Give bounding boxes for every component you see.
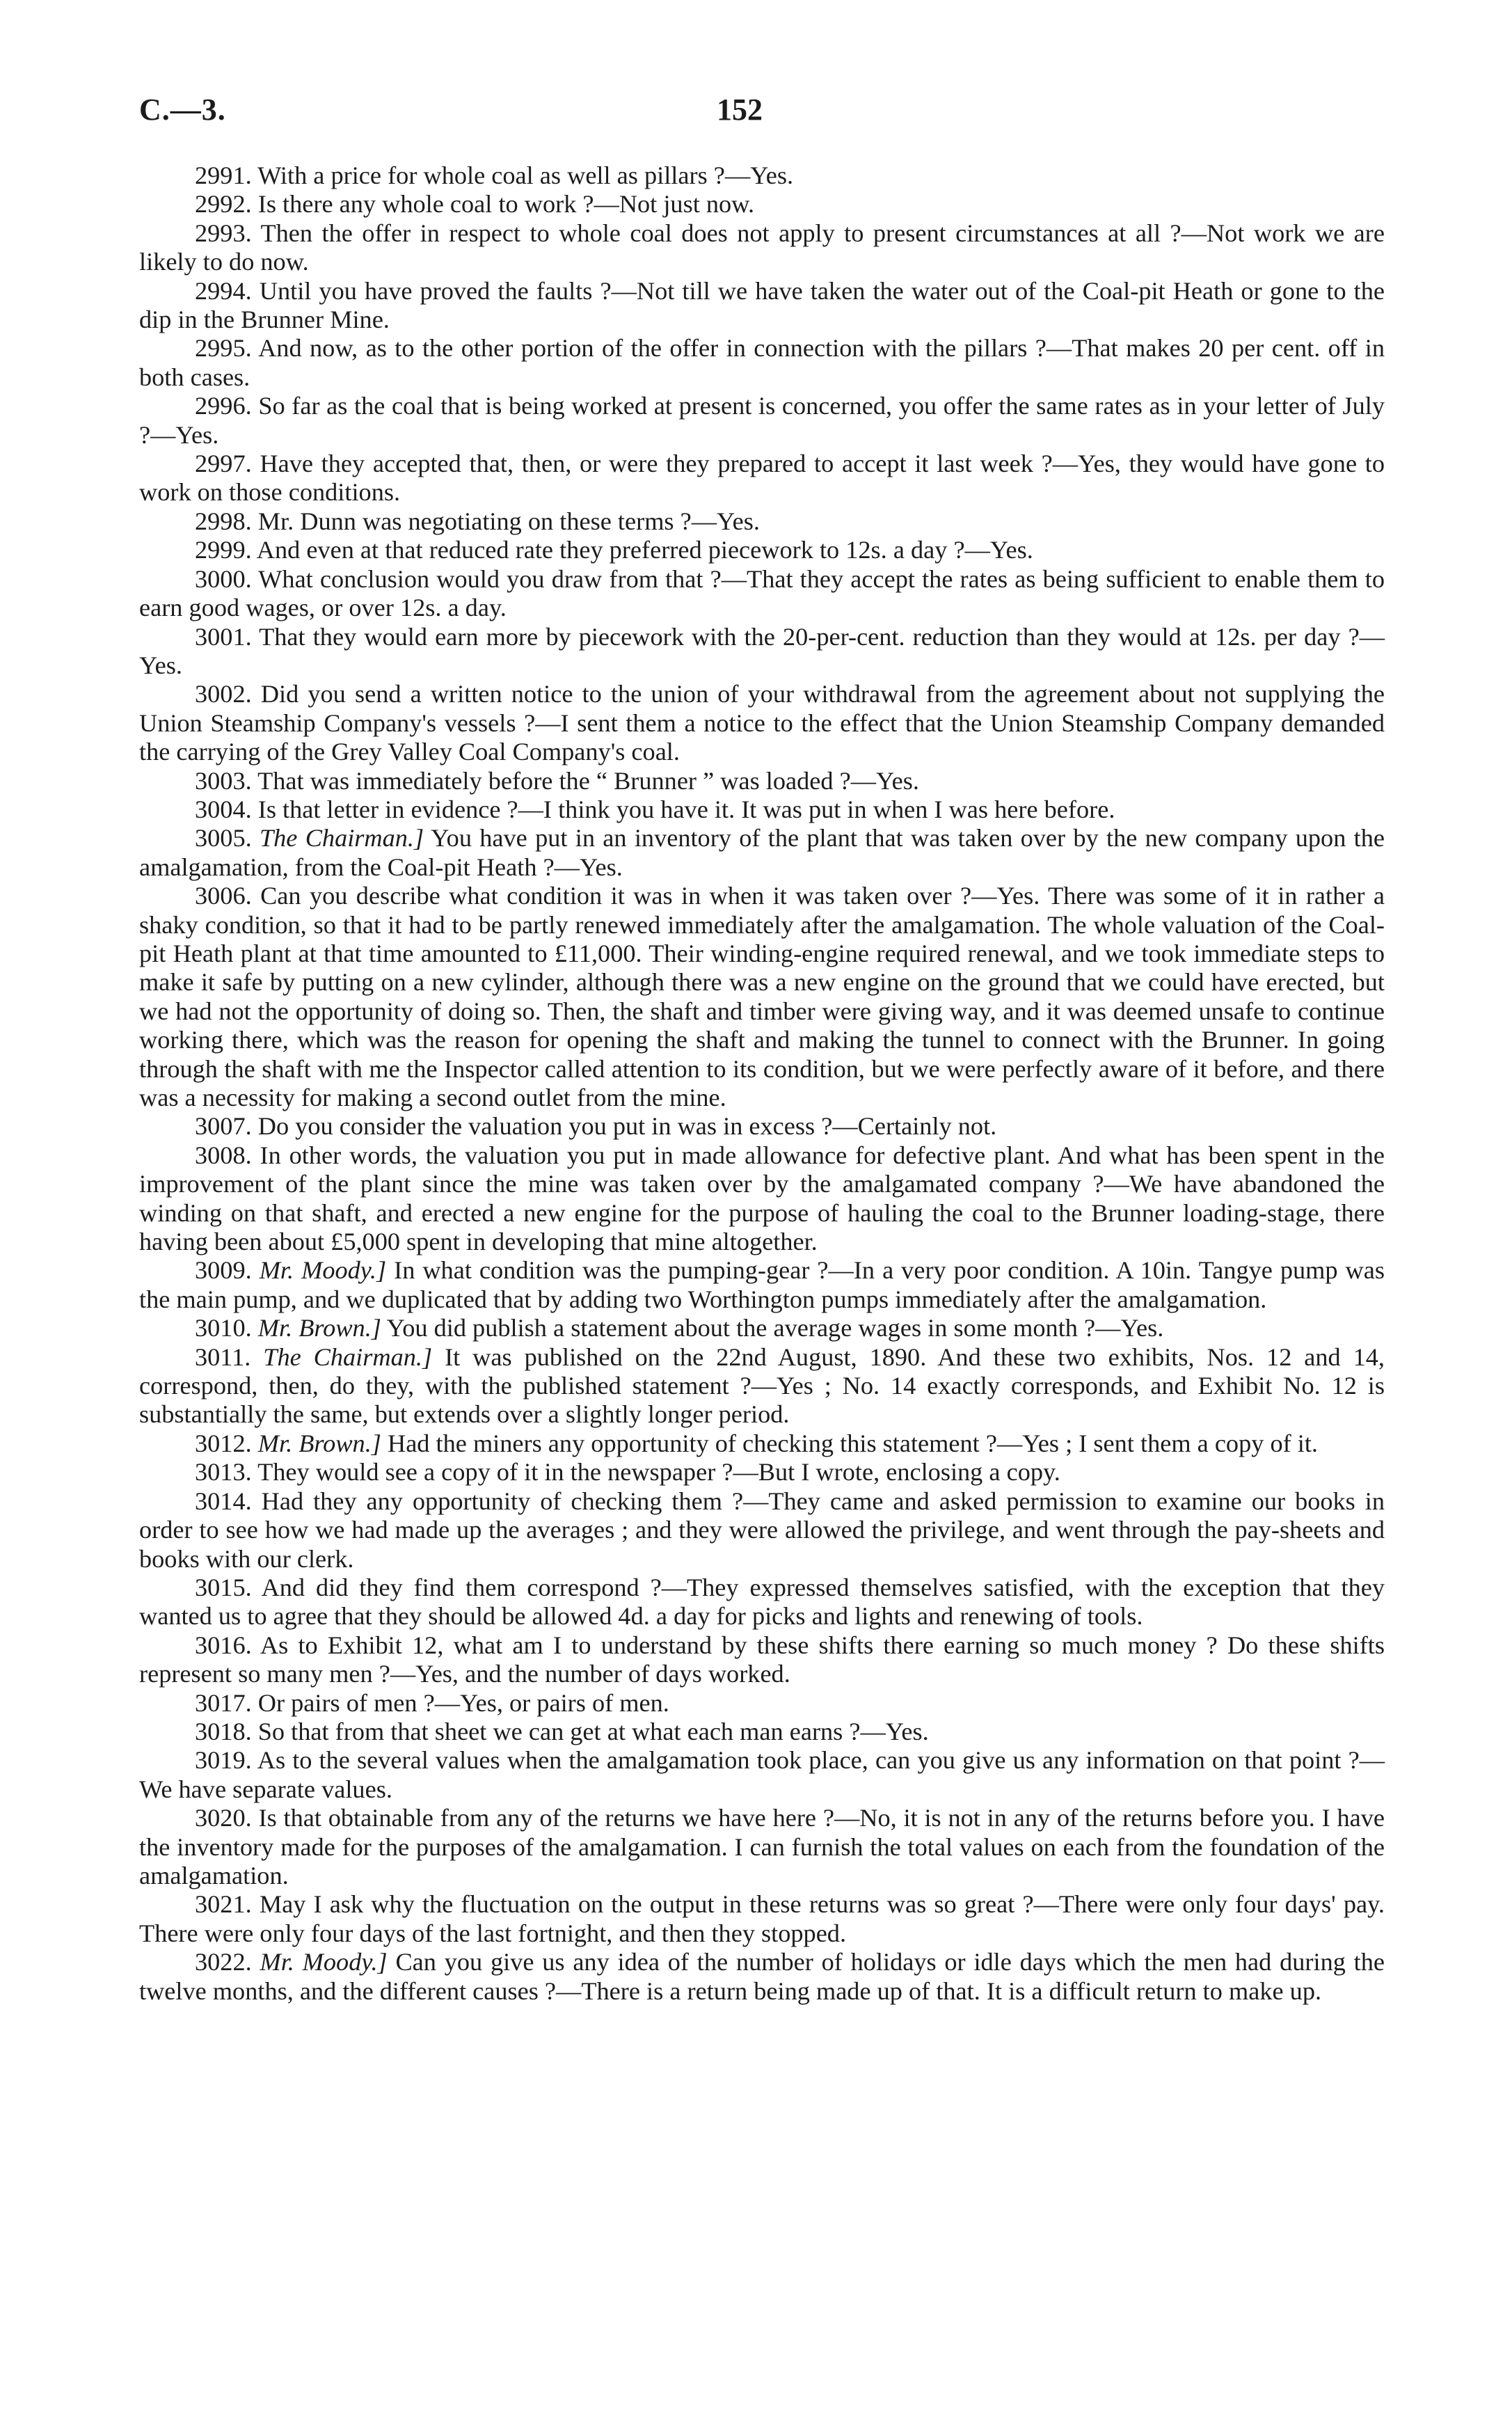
question-number: 2992. [195,190,252,219]
paragraph-text: Can you describe what condition it was in when it was taken over ?—Yes. There was some of it in rather a shaky condition, so that it had to be partly renewed immediately after the amalgamation. The whole valuation of the Coal-pit Heath plant at that time amounted to £11,000. Their winding-engine required renewal, and we took immediate steps to make it safe by putting on a new cylinder, although there was a new engine on the ground that we could have erected, but we had not the opportunity of doing so. Then, the shaft and timber were giving way, and it was deemed unsafe to continue working there, which was the reason for opening the shaft and making the tunnel to connect with the Brunner. In going through the shaft with me the Inspector called attention to its condition, but we were perfectly aware of it before, and there was a necessity for making a second outlet from the mine. [139,882,1385,1111]
question-number: 2998. [195,507,252,535]
question-number: 3000. [195,564,252,593]
paragraph [139,565,1385,623]
speaker-name: Mr. Moody.] [259,1256,387,1285]
question-number: 3019. [195,1746,252,1775]
question-number: 3009. [195,1256,252,1285]
paragraph [139,1256,1385,1314]
question-number: 3002. [195,680,252,708]
question-number: 2996. [195,392,252,420]
paragraph [139,1112,1385,1141]
question-number: 2993. [195,219,252,247]
question-number: 3021. [195,1890,252,1919]
paragraph-text: In other words, the valuation you put in made allowance for defective plant. And what has been spent in the improvement of the plant since the mine was taken over by the amalgamated company ?—We have abandoned the winding on that shaft, and erected a new engine for the purpose of hauling the coal to the Brunner loading-stage, there having been about £5,000 spent in developing that mine altogether. [139,1141,1385,1256]
question-number: 3015. [195,1573,252,1601]
question-number: 3011. [195,1342,251,1371]
paragraph-text: And now, as to the other portion of the offer in connection with the pillars ?—That makes 20 per cent. off in both cases. [139,334,1385,391]
paragraph-text: As to the several values when the amalgamation took place, can you give us any information on that point ?—We have separate values. [139,1746,1385,1803]
paragraph [139,1631,1385,1689]
question-number: 2999. [195,536,252,564]
paragraph [139,392,1385,450]
paragraph [139,767,1385,795]
paragraph [139,536,1385,564]
paragraph-text: That they would earn more by piecework with the 20-per-cent. reduction than they would at 12s. per day ?—Yes. [139,622,1385,679]
paragraph-text: You did publish a statement about the average wages in some month ?—Yes. [386,1314,1164,1342]
speaker-name: The Chairman.] [263,1342,433,1371]
paragraph-text: Do you consider the valuation you put in was in excess ?—Certainly not. [257,1112,997,1141]
paragraph [139,450,1385,507]
question-number: 3005. [195,824,252,853]
paragraph [139,882,1385,1112]
question-number: 3008. [195,1141,252,1169]
question-number: 2991. [195,161,252,189]
question-number: 3022. [195,1948,252,1976]
paragraph-text: Can you give us any idea of the number of holidays or idle days which the men had during the twelve months, and the different causes ?—There is a return being made up of that. It is a difficult return to make up. [139,1948,1385,2005]
paragraph-text: And did they find them correspond ?—They expressed themselves satisfied, with the exception that they wanted us to agree that they should be allowed 4d. a day for picks and lights and renewing of tools. [139,1573,1385,1631]
paragraph-text: Or pairs of men ?—Yes, or pairs of men. [257,1688,669,1717]
speaker-name: Mr. Brown.] [257,1429,381,1457]
paragraph-text: You have put in an inventory of the plant that was taken over by the new company upon the amalgamation, from the Coal-pit Heath ?—Yes. [139,824,1385,881]
paragraph [139,507,1385,536]
speaker-name: Mr. Moody.] [260,1948,388,1976]
paragraph [139,795,1385,824]
page-number: 152 [717,93,763,127]
paragraph-text: And even at that reduced rate they preferred piecework to 12s. a day ?—Yes. [256,536,1033,564]
question-number: 2997. [195,450,252,478]
question-number: 3001. [195,622,252,651]
question-number: 3004. [195,795,252,823]
paragraph [139,1141,1385,1257]
question-number: 3018. [195,1717,252,1745]
paragraph [139,680,1385,766]
paragraph-text: Is that letter in evidence ?—I think you have it. It was put in when I was here before. [257,795,1115,823]
paragraph-text: Is that obtainable from any of the returns we have here ?—No, it is not in any of the returns before you. I have the inventory made for the purposes of the amalgamation. I can furnish the total values on each from the foundation of the amalgamation. [139,1804,1385,1889]
paragraph [139,1689,1385,1718]
speaker-name: Mr. Brown.] [257,1314,381,1342]
paragraph-text: As to Exhibit 12, what am I to understand by these shifts there earning so much money ? Do these shifts represent so many men ?—Yes, and the number of days worked. [139,1631,1385,1688]
paragraph-text: Is there any whole coal to work ?—Not just now. [257,190,755,219]
document-reference: C.—3. [139,93,226,127]
question-number: 3016. [195,1631,252,1659]
paragraph-text: They would see a copy of it in the newspaper ?—But I wrote, enclosing a copy. [257,1458,1060,1487]
paragraph [139,1948,1385,2006]
paragraph [139,277,1385,335]
paragraph-text: So that from that sheet we can get at what each man earns ?—Yes. [257,1717,929,1745]
question-number: 3013. [195,1458,252,1487]
paragraph-text: That was immediately before the “ Brunner ” was loaded ?—Yes. [257,766,919,795]
paragraph [139,334,1385,392]
paragraph [139,824,1385,882]
paragraph [139,1343,1385,1429]
paragraph [139,1314,1385,1342]
paragraph-text: Had the miners any opportunity of checking this statement ?—Yes ; I sent them a copy of it. [387,1429,1318,1457]
paragraph [139,1804,1385,1890]
paragraph-text: In what condition was the pumping-gear ?—In a very poor condition. A 10in. Tangye pump was the main pump, and we duplicated that by adding two Worthington pumps immediately after the amalgamation. [139,1256,1385,1313]
question-number: 3006. [195,882,252,910]
paragraph [139,623,1385,681]
paragraph-text: So far as the coal that is being worked at present is concerned, you offer the same rates as in your letter of July ?—Yes. [139,392,1385,449]
question-number: 2994. [195,276,252,305]
paragraph [139,1429,1385,1458]
body-text [139,161,1385,2006]
paragraph [139,1458,1385,1487]
paragraph-text: Have they accepted that, then, or were they prepared to accept it last week ?—Yes, they would have gone to work on those conditions. [139,450,1385,507]
paragraph-text: What conclusion would you draw from that ?—That they accept the rates as being sufficient to enable them to earn good wages, or over 12s. a day. [139,564,1385,622]
paragraph-text: It was published on the 22nd August, 1890. And these two exhibits, Nos. 12 and 14, correspond, then, do they, with the published statement ?—Yes ; No. 14 exactly corresponds, and Exhibit No. 12 is substantially the same, but extends over a slightly longer period. [139,1342,1385,1429]
paragraph-text: Had they any opportunity of checking them ?—They came and asked permission to examine our books in order to see how we had made up the averages ; and they were allowed the privilege, and went through the pay-sheets and books with our clerk. [139,1487,1385,1573]
paragraph [139,1574,1385,1631]
paragraph [139,161,1385,190]
paragraph [139,1890,1385,1948]
paragraph-text: Until you have proved the faults ?—Not till we have taken the water out of the Coal-pit Heath or gone to the dip in the Brunner Mine. [139,276,1385,334]
question-number: 3012. [195,1429,252,1457]
question-number: 3017. [195,1688,252,1717]
paragraph-text: With a price for whole coal as well as pillars ?—Yes. [257,161,794,189]
paragraph [139,219,1385,277]
question-number: 3014. [195,1487,252,1515]
paragraph-text: Mr. Dunn was negotiating on these terms ?—Yes. [257,507,760,535]
question-number: 2995. [195,334,252,363]
paragraph [139,1487,1385,1574]
speaker-name: The Chairman.] [259,824,424,853]
paragraph-text: Did you send a written notice to the union of your withdrawal from the agreement about not supplying the Union Steamship Company's vessels ?—I sent them a notice to the effect that the Union Steamship Company demanded the carrying of the Grey Valley Coal Company's coal. [139,680,1385,766]
question-number: 3007. [195,1112,252,1141]
paragraph [139,190,1385,219]
question-number: 3003. [195,766,252,795]
question-number: 3020. [195,1804,252,1832]
paragraph [139,1746,1385,1804]
paragraph-text: May I ask why the fluctuation on the output in these returns was so great ?—There were only four days' pay. There were only four days of the last fortnight, and then they stopped. [139,1890,1385,1947]
paragraph-text: Then the offer in respect to whole coal does not apply to present circumstances at all ?—Not work we are likely to do now. [139,219,1385,276]
paragraph [139,1718,1385,1746]
question-number: 3010. [195,1314,252,1342]
